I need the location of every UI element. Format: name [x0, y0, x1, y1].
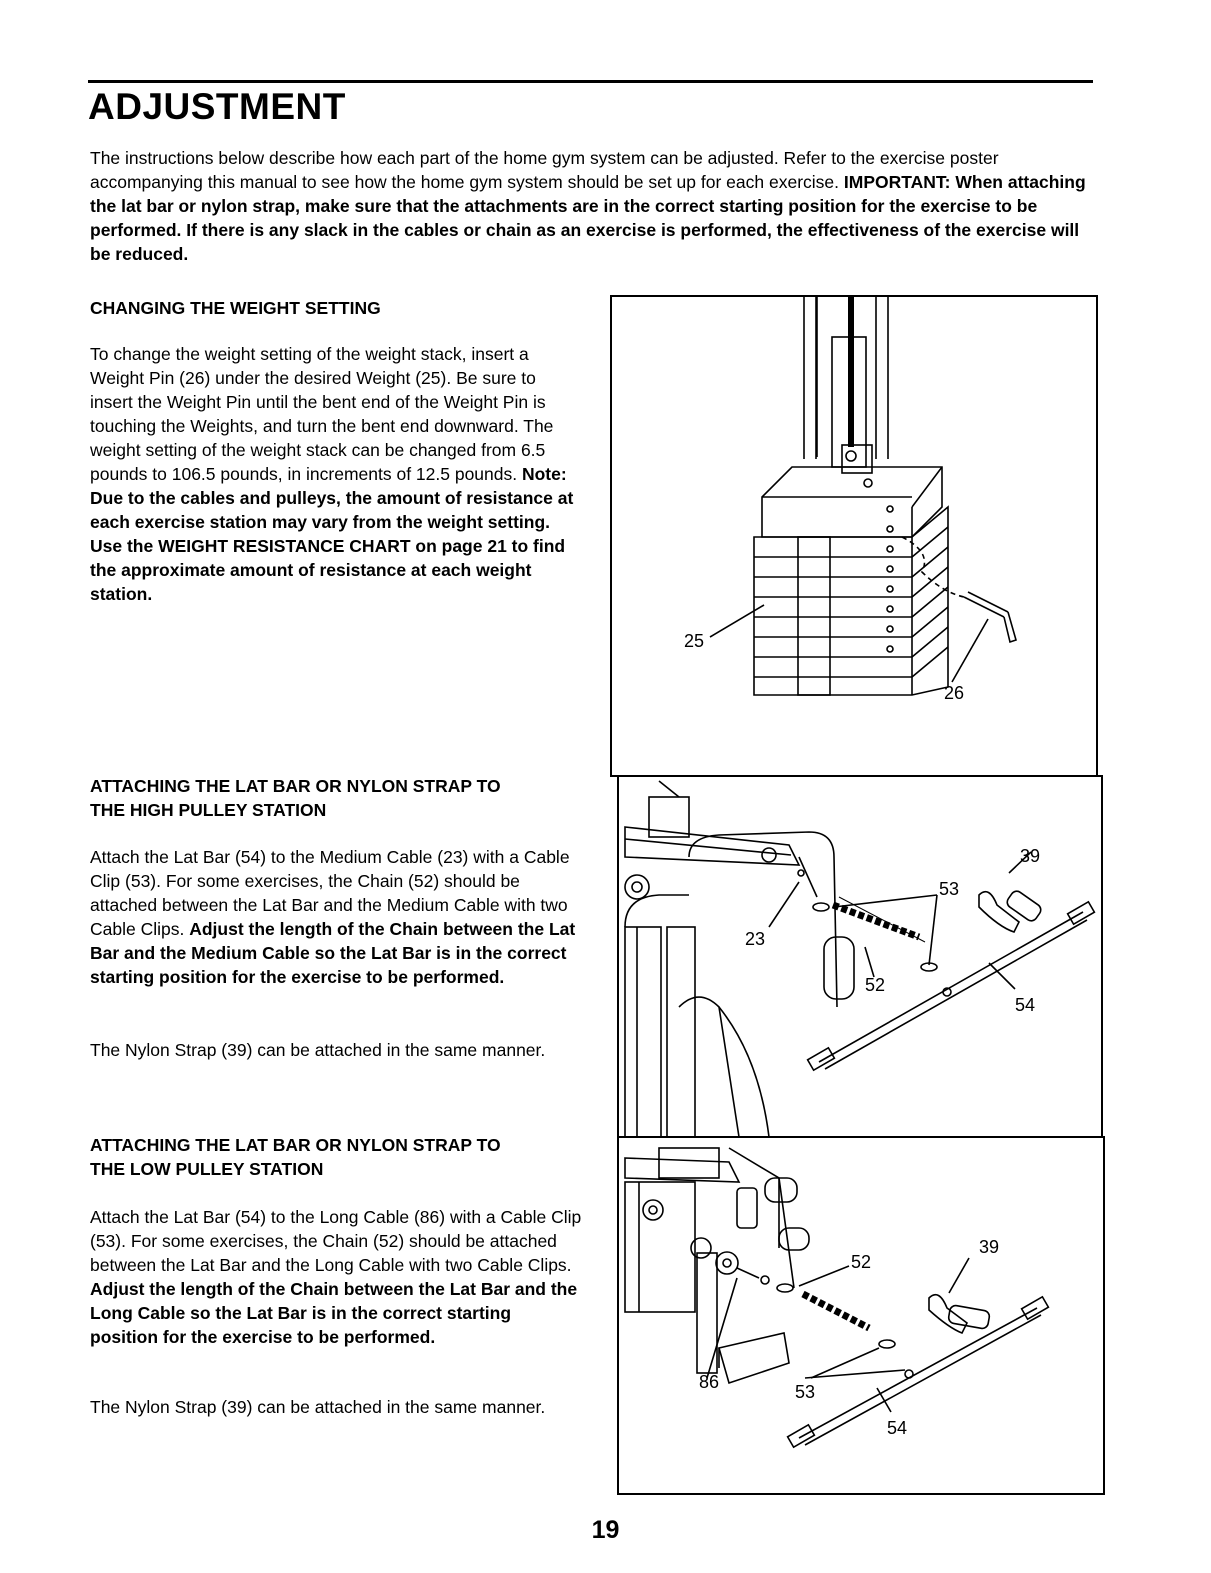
callout-medium-cable: 23 [745, 929, 766, 949]
high-pulley-heading-line2: THE HIGH PULLEY STATION [90, 800, 327, 820]
high-pulley-instruction: Adjust the length of the Chain between the Lat Bar and the Medium Cable so the Lat Bar is in the correct starting position for the exercise to be performed. [90, 919, 576, 987]
callout-weight-pin: 26 [944, 683, 965, 703]
chain [813, 897, 937, 971]
callout-chain: 52 [865, 975, 886, 995]
callout-chain: 52 [851, 1252, 872, 1272]
low-pulley-heading-line2: THE LOW PULLEY STATION [90, 1159, 324, 1179]
weight-stack-figure [610, 295, 1098, 777]
high-pulley-paragraph [90, 845, 582, 989]
callout-nylon-strap: 39 [1020, 846, 1041, 866]
low-pulley-strap-note: The Nylon Strap (39) can be attached in the same manner. [90, 1397, 546, 1417]
weight-setting-paragraph [90, 342, 580, 606]
low-pulley-text: Attach the Lat Bar (54) to the Long Cable (86) with a Cable Clip (53). For some exercises, the Chain (52) should be attached between the Lat Bar and the Long Cable with two Cable Clips. [90, 1207, 582, 1275]
callout-cable-clip: 53 [939, 879, 960, 899]
low-pulley-heading-line1: ATTACHING THE LAT BAR OR NYLON STRAP TO [90, 1135, 501, 1155]
callout-lat-bar: 54 [1015, 995, 1036, 1015]
high-pulley-heading-line1: ATTACHING THE LAT BAR OR NYLON STRAP TO [90, 776, 501, 796]
low-pulley-figure [617, 1136, 1105, 1495]
weight-plates [754, 506, 948, 695]
intro-text: The instructions below describe how each part of the home gym system can be adjusted. Refer to the exercise poster accompanying this manual to see how the home gym system should be set up for each exercise. [90, 148, 999, 192]
high-pulley-heading [90, 774, 590, 822]
low-pulley-paragraph [90, 1205, 582, 1349]
page-number: 19 [591, 1516, 620, 1544]
chain [777, 1284, 895, 1348]
weight-pin [964, 592, 1016, 642]
lat-bar [788, 1297, 1049, 1447]
high-pulley-text: Attach the Lat Bar (54) to the Medium Cable (23) with a Cable Clip (53). For some exercises, the Chain (52) should be attached between the Lat Bar and the Medium Cable with two Cable Clips. [90, 847, 570, 939]
weight-setting-heading: CHANGING THE WEIGHT SETTING [90, 298, 381, 318]
lat-bar [808, 902, 1095, 1070]
low-pulley-heading [90, 1133, 590, 1181]
callout-long-cable: 86 [699, 1372, 720, 1392]
high-pulley-strap-note: The Nylon Strap (39) can be attached in the same manner. [90, 1040, 546, 1060]
nylon-strap [929, 1295, 990, 1333]
low-pulley-instruction: Adjust the length of the Chain between the Lat Bar and the Long Cable so the Lat Bar is in the correct starting position for the exercise to be performed. [90, 1279, 578, 1347]
page-title: ADJUSTMENT [88, 86, 346, 127]
weight-setting-text: To change the weight setting of the weight stack, insert a Weight Pin (26) under the desired Weight (25). Be sure to insert the Weight Pin until the bent end of the Weight Pin is touching the Weights, and turn the bent end downward. The weight setting of the weight stack can be changed from 6.5 pounds to 106.5 pounds, in increments of 12.5 pounds. [90, 344, 554, 484]
nylon-strap [979, 889, 1043, 932]
intro-important: IMPORTANT: When attaching the lat bar or nylon strap, make sure that the attachments are in the correct starting position for the exercise to be performed. If there is any slack in the cables or chain as an exercise is performed, the effectiveness of the exercise will be reduced. [90, 172, 1086, 264]
header-rule [88, 80, 1093, 83]
weight-setting-note: Note: Due to the cables and pulleys, the amount of resistance at each exercise station may vary from the weight setting. Use the WEIGHT RESISTANCE CHART on page 21 to find the approximate amount of resistance at each weight station. [90, 464, 574, 604]
callout-lat-bar: 54 [887, 1418, 908, 1438]
intro-paragraph [90, 146, 1090, 266]
high-pulley-figure [617, 775, 1103, 1140]
callout-nylon-strap: 39 [979, 1237, 1000, 1257]
callout-weight: 25 [684, 631, 705, 651]
callout-cable-clip: 53 [795, 1382, 816, 1402]
